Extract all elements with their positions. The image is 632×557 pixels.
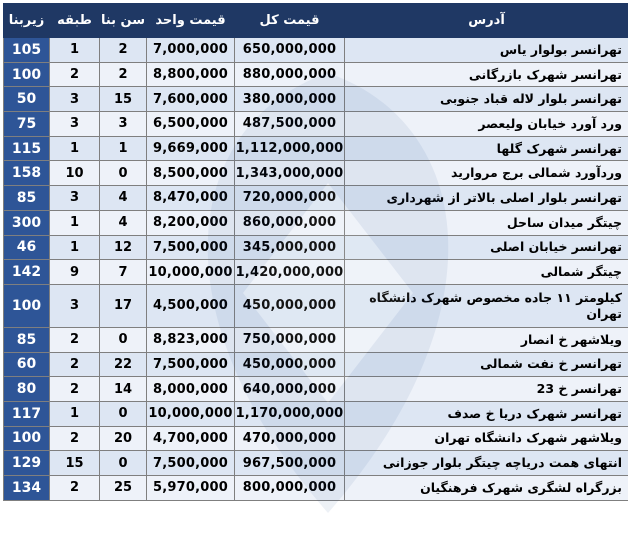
cell-floor: 15 — [50, 451, 100, 476]
table-row — [4, 235, 629, 260]
cell-age: 14 — [100, 377, 147, 402]
cell-total-price: 487,500,000 — [235, 112, 345, 137]
cell-area: 117 — [4, 401, 50, 426]
cell-floor: 2 — [50, 352, 100, 377]
cell-unit-price: 7,600,000 — [147, 87, 235, 112]
cell-unit-price: 8,000,000 — [147, 377, 235, 402]
cell-area: 134 — [4, 476, 50, 501]
cell-floor: 2 — [50, 426, 100, 451]
table-row — [4, 426, 629, 451]
cell-floor: 1 — [50, 401, 100, 426]
cell-area: 80 — [4, 377, 50, 402]
header-area: زیربنا — [4, 4, 50, 38]
cell-address: تهرانسر بلوار لاله قباد جنوبی — [345, 87, 629, 112]
cell-unit-price: 10,000,000 — [147, 401, 235, 426]
cell-total-price: 640,000,000 — [235, 377, 345, 402]
table-row — [4, 476, 629, 501]
cell-floor: 2 — [50, 327, 100, 352]
cell-total-price: 450,000,000 — [235, 284, 345, 327]
cell-floor: 3 — [50, 112, 100, 137]
cell-total-price: 800,000,000 — [235, 476, 345, 501]
cell-area: 85 — [4, 327, 50, 352]
cell-area: 105 — [4, 38, 50, 63]
cell-unit-price: 7,500,000 — [147, 235, 235, 260]
cell-unit-price: 7,000,000 — [147, 38, 235, 63]
table-row — [4, 451, 629, 476]
table-body — [4, 38, 629, 501]
cell-area: 115 — [4, 136, 50, 161]
cell-area: 60 — [4, 352, 50, 377]
cell-area: 75 — [4, 112, 50, 137]
listings-table-container — [3, 3, 628, 553]
cell-address: بزرگراه لشگری شهرک فرهنگیان — [345, 476, 629, 501]
cell-floor: 1 — [50, 235, 100, 260]
table-row — [4, 62, 629, 87]
cell-area: 100 — [4, 426, 50, 451]
table-row — [4, 161, 629, 186]
cell-age: 2 — [100, 38, 147, 63]
table-row — [4, 352, 629, 377]
cell-address: وردآورد شمالی برج مروارید — [345, 161, 629, 186]
cell-area: 142 — [4, 260, 50, 285]
cell-total-price: 450,000,000 — [235, 352, 345, 377]
table-row — [4, 377, 629, 402]
table-row — [4, 401, 629, 426]
cell-unit-price: 8,200,000 — [147, 210, 235, 235]
cell-area: 50 — [4, 87, 50, 112]
cell-total-price: 1,343,000,000 — [235, 161, 345, 186]
cell-address: ویلاشهر خ انصار — [345, 327, 629, 352]
cell-age: 22 — [100, 352, 147, 377]
cell-total-price: 967,500,000 — [235, 451, 345, 476]
header-total-price: قیمت کل — [235, 4, 345, 38]
cell-area: 300 — [4, 210, 50, 235]
cell-unit-price: 7,500,000 — [147, 451, 235, 476]
cell-floor: 10 — [50, 161, 100, 186]
table-row — [4, 136, 629, 161]
cell-unit-price: 8,470,000 — [147, 186, 235, 211]
cell-total-price: 860,000,000 — [235, 210, 345, 235]
cell-unit-price: 8,823,000 — [147, 327, 235, 352]
cell-floor: 2 — [50, 476, 100, 501]
cell-address: تهرانسر شهرک دریا خ صدف — [345, 401, 629, 426]
cell-address: تهرانسر بولوار یاس — [345, 38, 629, 63]
cell-address: تهرانسر خ 23 — [345, 377, 629, 402]
header-age: سن بنا — [100, 4, 147, 38]
cell-age: 2 — [100, 62, 147, 87]
cell-unit-price: 8,500,000 — [147, 161, 235, 186]
cell-address: ویلاشهر شهرک دانشگاه تهران — [345, 426, 629, 451]
cell-unit-price: 8,800,000 — [147, 62, 235, 87]
cell-total-price: 750,000,000 — [235, 327, 345, 352]
cell-address: چیتگر شمالی — [345, 260, 629, 285]
table-row — [4, 327, 629, 352]
cell-age: 17 — [100, 284, 147, 327]
cell-floor: 3 — [50, 87, 100, 112]
cell-total-price: 380,000,000 — [235, 87, 345, 112]
cell-area: 100 — [4, 284, 50, 327]
cell-address: تهرانسر خیابان اصلی — [345, 235, 629, 260]
cell-age: 0 — [100, 327, 147, 352]
cell-unit-price: 6,500,000 — [147, 112, 235, 137]
table-row — [4, 210, 629, 235]
cell-area: 158 — [4, 161, 50, 186]
cell-address: تهرانسر خ نفت شمالی — [345, 352, 629, 377]
cell-unit-price: 4,700,000 — [147, 426, 235, 451]
cell-age: 1 — [100, 136, 147, 161]
cell-age: 25 — [100, 476, 147, 501]
cell-total-price: 650,000,000 — [235, 38, 345, 63]
table-row — [4, 38, 629, 63]
cell-floor: 3 — [50, 284, 100, 327]
header-address: آدرس — [345, 4, 629, 38]
cell-total-price: 345,000,000 — [235, 235, 345, 260]
cell-total-price: 880,000,000 — [235, 62, 345, 87]
cell-floor: 2 — [50, 377, 100, 402]
cell-unit-price: 4,500,000 — [147, 284, 235, 327]
cell-address: کیلومتر ۱۱ جاده مخصوص شهرک دانشگاه تهران — [345, 284, 629, 327]
cell-age: 12 — [100, 235, 147, 260]
cell-floor: 1 — [50, 38, 100, 63]
listings-table — [3, 3, 628, 501]
cell-floor: 1 — [50, 210, 100, 235]
cell-area: 46 — [4, 235, 50, 260]
cell-age: 4 — [100, 186, 147, 211]
cell-age: 0 — [100, 161, 147, 186]
cell-total-price: 1,420,000,000 — [235, 260, 345, 285]
table-row — [4, 284, 629, 327]
table-row — [4, 186, 629, 211]
cell-address: تهرانسر بلوار اصلی بالاتر از شهرداری — [345, 186, 629, 211]
cell-age: 0 — [100, 401, 147, 426]
cell-area: 85 — [4, 186, 50, 211]
cell-age: 4 — [100, 210, 147, 235]
table-row — [4, 260, 629, 285]
cell-total-price: 1,112,000,000 — [235, 136, 345, 161]
cell-age: 7 — [100, 260, 147, 285]
cell-unit-price: 10,000,000 — [147, 260, 235, 285]
cell-floor: 9 — [50, 260, 100, 285]
cell-address: تهرانسر شهرک گلها — [345, 136, 629, 161]
cell-unit-price: 9,669,000 — [147, 136, 235, 161]
cell-unit-price: 7,500,000 — [147, 352, 235, 377]
cell-address: ورد آورد خیابان ولیعصر — [345, 112, 629, 137]
cell-age: 15 — [100, 87, 147, 112]
table-row — [4, 87, 629, 112]
cell-address: انتهای همت دریاچه چیتگر بلوار جوزانی — [345, 451, 629, 476]
cell-age: 3 — [100, 112, 147, 137]
cell-floor: 3 — [50, 186, 100, 211]
cell-address: تهرانسر شهرک بازرگانی — [345, 62, 629, 87]
cell-age: 20 — [100, 426, 147, 451]
cell-total-price: 720,000,000 — [235, 186, 345, 211]
table-header-row — [4, 4, 629, 38]
cell-address: چیتگر میدان ساحل — [345, 210, 629, 235]
cell-floor: 2 — [50, 62, 100, 87]
cell-age: 0 — [100, 451, 147, 476]
header-unit-price: قیمت واحد — [147, 4, 235, 38]
cell-unit-price: 5,970,000 — [147, 476, 235, 501]
cell-total-price: 470,000,000 — [235, 426, 345, 451]
table-row — [4, 112, 629, 137]
header-floor: طبقه — [50, 4, 100, 38]
cell-area: 100 — [4, 62, 50, 87]
cell-floor: 1 — [50, 136, 100, 161]
cell-total-price: 1,170,000,000 — [235, 401, 345, 426]
cell-area: 129 — [4, 451, 50, 476]
